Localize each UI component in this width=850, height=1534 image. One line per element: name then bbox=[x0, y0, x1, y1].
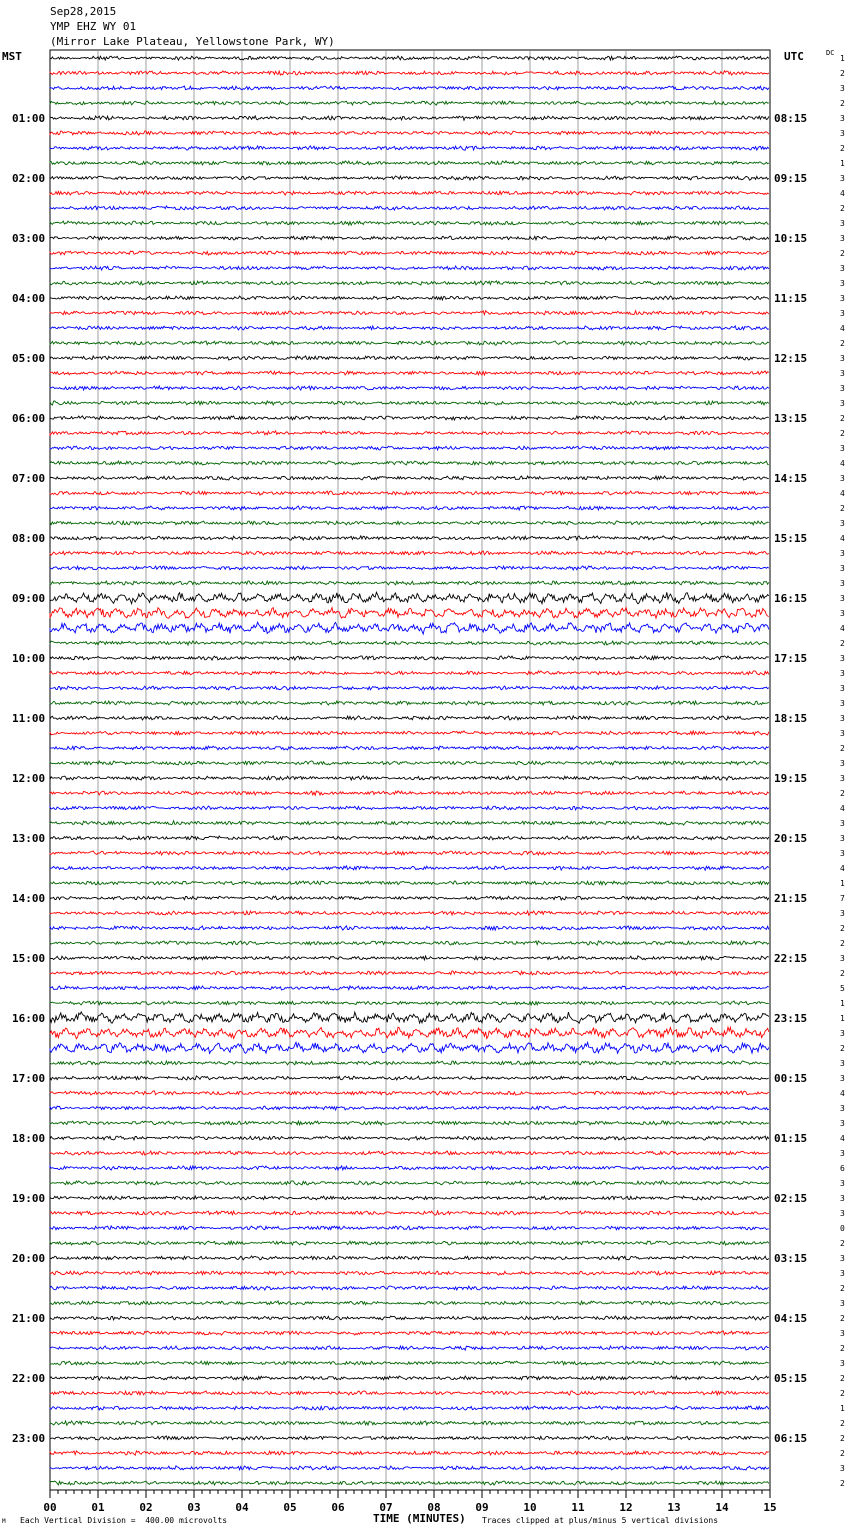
clip-count-label: 3 bbox=[840, 909, 845, 918]
station-location: (Mirror Lake Plateau, Yellowstone Park, WY) bbox=[50, 35, 335, 48]
hour-label-right: 13:15 bbox=[774, 412, 808, 425]
dc-label: DC bbox=[826, 49, 835, 57]
seismic-trace bbox=[50, 641, 769, 645]
seismic-trace bbox=[50, 971, 769, 975]
clip-count-label: 3 bbox=[840, 1209, 845, 1218]
clip-count-label: 2 bbox=[840, 1044, 845, 1053]
seismic-trace bbox=[50, 296, 769, 300]
seismic-trace bbox=[50, 1436, 769, 1440]
right-timezone-label: UTC bbox=[784, 50, 804, 63]
hour-label-left: 20:00 bbox=[12, 1252, 46, 1265]
clip-count-label: 2 bbox=[840, 1434, 845, 1443]
clip-count-label: 3 bbox=[840, 1194, 845, 1203]
clip-count-label: 3 bbox=[840, 1119, 845, 1128]
seismic-trace bbox=[50, 1091, 769, 1095]
seismic-trace bbox=[50, 206, 769, 210]
seismic-trace bbox=[50, 1271, 769, 1275]
clip-count-label: 1 bbox=[840, 1014, 845, 1023]
seismic-trace bbox=[50, 86, 769, 90]
clip-count-label: 2 bbox=[840, 204, 845, 213]
x-tick-label: 06 bbox=[331, 1501, 345, 1514]
x-tick-label: 03 bbox=[187, 1501, 201, 1514]
seismic-trace bbox=[50, 592, 769, 604]
hour-label-right: 05:15 bbox=[774, 1372, 808, 1385]
clip-count-label: 3 bbox=[840, 519, 845, 528]
clip-count-label: 3 bbox=[840, 549, 845, 558]
station-code: YMP EHZ WY 01 bbox=[50, 20, 137, 33]
seismic-trace bbox=[50, 176, 769, 180]
clip-count-label: 3 bbox=[840, 1299, 845, 1308]
clip-count-label: 3 bbox=[840, 219, 845, 228]
seismic-trace bbox=[50, 521, 769, 525]
x-tick-label: 12 bbox=[619, 1501, 633, 1514]
clip-count-label: 3 bbox=[840, 1059, 845, 1068]
hour-label-left: 11:00 bbox=[12, 712, 46, 725]
clip-count-label: 2 bbox=[840, 504, 845, 513]
seismic-trace bbox=[50, 431, 769, 435]
seismic-trace bbox=[50, 911, 769, 915]
clip-count-label: 3 bbox=[840, 1269, 845, 1278]
seismic-trace bbox=[50, 1346, 769, 1350]
seismic-trace bbox=[50, 146, 769, 150]
clip-count-label: 3 bbox=[840, 174, 845, 183]
clip-count-label: 3 bbox=[840, 1359, 845, 1368]
hour-label-right: 02:15 bbox=[774, 1192, 808, 1205]
hour-label-right: 09:15 bbox=[774, 172, 808, 185]
seismic-trace bbox=[50, 491, 769, 495]
seismic-trace bbox=[50, 1042, 769, 1053]
clip-count-label: 2 bbox=[840, 1479, 845, 1488]
clip-count-label: 3 bbox=[840, 264, 845, 273]
x-axis-title: TIME (MINUTES) bbox=[373, 1512, 466, 1525]
seismic-trace bbox=[50, 1226, 769, 1230]
seismic-trace bbox=[50, 191, 769, 195]
seismic-trace bbox=[50, 671, 769, 675]
left-timezone-label: MST bbox=[2, 50, 22, 63]
hour-label-right: 16:15 bbox=[774, 592, 808, 605]
clip-count-label: 1 bbox=[840, 54, 845, 63]
clip-count-label: 4 bbox=[840, 534, 845, 543]
clip-count-label: 3 bbox=[840, 1179, 845, 1188]
seismic-trace bbox=[50, 1196, 769, 1200]
seismic-trace bbox=[50, 1151, 769, 1155]
seismic-trace bbox=[50, 608, 769, 619]
clip-count-label: 3 bbox=[840, 699, 845, 708]
clip-count-label: 3 bbox=[840, 384, 845, 393]
seismic-trace bbox=[50, 716, 769, 720]
seismic-trace bbox=[50, 1316, 769, 1320]
clip-count-label: 2 bbox=[840, 744, 845, 753]
hour-label-left: 23:00 bbox=[12, 1432, 46, 1445]
seismic-trace bbox=[50, 506, 769, 510]
clip-count-label: 2 bbox=[840, 969, 845, 978]
clip-count-label: 3 bbox=[840, 114, 845, 123]
clip-count-label: 3 bbox=[840, 369, 845, 378]
seismic-trace bbox=[50, 236, 769, 240]
hour-label-left: 06:00 bbox=[12, 412, 46, 425]
seismic-trace bbox=[50, 1406, 769, 1410]
x-tick-label: 00 bbox=[43, 1501, 57, 1514]
seismic-trace bbox=[50, 1466, 769, 1470]
seismic-trace bbox=[50, 1331, 769, 1335]
hour-label-left: 07:00 bbox=[12, 472, 46, 485]
seismic-trace bbox=[50, 446, 769, 450]
clip-count-label: 1 bbox=[840, 999, 845, 1008]
hour-label-right: 04:15 bbox=[774, 1312, 808, 1325]
hour-label-left: 02:00 bbox=[12, 172, 46, 185]
clip-count-label: 3 bbox=[840, 1254, 845, 1263]
seismic-trace bbox=[50, 956, 769, 960]
hour-label-right: 18:15 bbox=[774, 712, 808, 725]
x-tick-label: 04 bbox=[235, 1501, 249, 1514]
hour-label-right: 10:15 bbox=[774, 232, 808, 245]
seismic-trace bbox=[50, 686, 769, 690]
hour-label-left: 12:00 bbox=[12, 772, 46, 785]
seismic-trace bbox=[50, 386, 769, 390]
seismic-trace bbox=[50, 476, 769, 480]
seismic-trace bbox=[50, 71, 769, 75]
clip-count-label: 2 bbox=[840, 939, 845, 948]
scale-note: Each Vertical Division = 400.00 microvolts bbox=[20, 1516, 228, 1525]
x-tick-label: 05 bbox=[283, 1501, 297, 1514]
clip-count-label: 3 bbox=[840, 579, 845, 588]
clip-count-label: 3 bbox=[840, 1029, 845, 1038]
seismic-trace bbox=[50, 356, 769, 360]
hour-label-right: 22:15 bbox=[774, 952, 808, 965]
seismic-trace bbox=[50, 1001, 769, 1005]
hour-label-left: 03:00 bbox=[12, 232, 46, 245]
seismic-trace bbox=[50, 881, 769, 885]
seismic-trace bbox=[50, 836, 769, 840]
clip-count-label: 1 bbox=[840, 1404, 845, 1413]
seismic-trace bbox=[50, 1121, 769, 1125]
seismic-trace bbox=[50, 371, 769, 375]
clip-count-label: 2 bbox=[840, 429, 845, 438]
seismic-trace bbox=[50, 266, 769, 270]
hour-label-left: 18:00 bbox=[12, 1132, 46, 1145]
hour-label-right: 06:15 bbox=[774, 1432, 808, 1445]
x-tick-label: 14 bbox=[715, 1501, 729, 1514]
clip-count-label: 3 bbox=[840, 1329, 845, 1338]
seismic-trace bbox=[50, 701, 769, 705]
seismic-trace bbox=[50, 1136, 769, 1140]
seismic-trace bbox=[50, 1166, 769, 1170]
seismic-trace bbox=[50, 131, 769, 135]
clip-count-label: 3 bbox=[840, 849, 845, 858]
seismic-trace bbox=[50, 1106, 769, 1110]
clip-count-label: 2 bbox=[840, 144, 845, 153]
seismic-trace bbox=[50, 1241, 769, 1245]
hour-label-left: 22:00 bbox=[12, 1372, 46, 1385]
chart-date: Sep28,2015 bbox=[50, 5, 117, 18]
seismic-trace bbox=[50, 1481, 769, 1485]
clip-count-label: 2 bbox=[840, 1449, 845, 1458]
clip-count-label: 2 bbox=[840, 1314, 845, 1323]
seismic-trace bbox=[50, 926, 769, 930]
clip-count-label: 2 bbox=[840, 249, 845, 258]
clip-count-label: 3 bbox=[840, 1149, 845, 1158]
clip-count-label: 2 bbox=[840, 924, 845, 933]
seismic-trace bbox=[50, 1181, 769, 1185]
clip-count-label: 2 bbox=[840, 99, 845, 108]
clip-count-label: 2 bbox=[840, 339, 845, 348]
hour-label-left: 21:00 bbox=[12, 1312, 46, 1325]
x-tick-label: 15 bbox=[763, 1501, 777, 1514]
x-tick-label: 13 bbox=[667, 1501, 681, 1514]
x-tick-label: 01 bbox=[91, 1501, 105, 1514]
seismic-trace bbox=[50, 101, 769, 105]
seismic-trace bbox=[50, 1256, 769, 1260]
seismic-trace bbox=[50, 1361, 769, 1365]
hour-label-left: 09:00 bbox=[12, 592, 46, 605]
seismic-trace bbox=[50, 326, 769, 330]
seismic-trace bbox=[50, 791, 769, 795]
seismic-trace bbox=[50, 1027, 769, 1039]
seismic-trace bbox=[50, 1391, 769, 1395]
clip-count-label: 2 bbox=[840, 1239, 845, 1248]
clip-count-label: 6 bbox=[840, 1164, 845, 1173]
clip-count-label: 1 bbox=[840, 159, 845, 168]
clip-count-label: 3 bbox=[840, 954, 845, 963]
seismic-trace bbox=[50, 1061, 769, 1065]
clip-count-label: 3 bbox=[840, 654, 845, 663]
x-tick-label: 08 bbox=[427, 1501, 441, 1514]
clip-count-label: 3 bbox=[840, 84, 845, 93]
seismic-trace bbox=[50, 731, 769, 735]
clip-note: Traces clipped at plus/minus 5 vertical divisions bbox=[482, 1516, 719, 1525]
hour-label-right: 15:15 bbox=[774, 532, 808, 545]
hour-label-left: 08:00 bbox=[12, 532, 46, 545]
seismic-trace bbox=[50, 281, 769, 285]
clip-count-label: 3 bbox=[840, 669, 845, 678]
clip-count-label: 2 bbox=[840, 414, 845, 423]
seismic-trace bbox=[50, 986, 769, 990]
clip-count-label: 3 bbox=[840, 474, 845, 483]
seismic-trace bbox=[50, 221, 769, 225]
hour-label-right: 08:15 bbox=[774, 112, 808, 125]
clip-count-label: 2 bbox=[840, 1344, 845, 1353]
clip-count-label: 4 bbox=[840, 804, 845, 813]
seismic-trace bbox=[50, 416, 769, 420]
seismic-trace bbox=[50, 761, 769, 765]
seismic-trace bbox=[50, 622, 769, 634]
clip-count-label: 3 bbox=[840, 714, 845, 723]
hour-label-right: 00:15 bbox=[774, 1072, 808, 1085]
clip-count-label: 3 bbox=[840, 774, 845, 783]
clip-count-label: 3 bbox=[840, 759, 845, 768]
clip-count-label: 3 bbox=[840, 834, 845, 843]
seismic-trace bbox=[50, 56, 769, 60]
hour-label-left: 10:00 bbox=[12, 652, 46, 665]
seismic-trace bbox=[50, 311, 769, 315]
clip-count-label: 2 bbox=[840, 789, 845, 798]
clip-count-label: 4 bbox=[840, 489, 845, 498]
x-tick-label: 09 bbox=[475, 1501, 489, 1514]
seismic-trace bbox=[50, 341, 769, 345]
hour-label-left: 17:00 bbox=[12, 1072, 46, 1085]
seismic-trace bbox=[50, 941, 769, 945]
clip-count-label: 2 bbox=[840, 1389, 845, 1398]
clip-count-label: 7 bbox=[840, 894, 845, 903]
seismic-trace bbox=[50, 566, 769, 570]
hour-label-right: 17:15 bbox=[774, 652, 808, 665]
clip-count-label: 3 bbox=[840, 1464, 845, 1473]
seismic-trace bbox=[50, 1421, 769, 1425]
clip-count-label: 3 bbox=[840, 399, 845, 408]
clip-count-label: 4 bbox=[840, 1134, 845, 1143]
hour-label-left: 19:00 bbox=[12, 1192, 46, 1205]
hour-label-right: 23:15 bbox=[774, 1012, 808, 1025]
clip-count-label: 3 bbox=[840, 1074, 845, 1083]
clip-count-label: 3 bbox=[840, 444, 845, 453]
clip-count-label: 5 bbox=[840, 984, 845, 993]
hour-label-left: 05:00 bbox=[12, 352, 46, 365]
seismic-trace bbox=[50, 1211, 769, 1215]
clip-count-label: 3 bbox=[840, 294, 845, 303]
clip-count-label: 3 bbox=[840, 684, 845, 693]
clip-count-label: 3 bbox=[840, 279, 845, 288]
hour-label-left: 15:00 bbox=[12, 952, 46, 965]
hour-label-right: 03:15 bbox=[774, 1252, 808, 1265]
seismic-trace bbox=[50, 896, 769, 900]
seismic-trace bbox=[50, 401, 769, 405]
clip-count-label: 3 bbox=[840, 564, 845, 573]
clip-count-label: 3 bbox=[840, 309, 845, 318]
clip-count-label: 3 bbox=[840, 594, 845, 603]
seismic-trace bbox=[50, 806, 769, 810]
seismic-trace bbox=[50, 821, 769, 825]
x-tick-label: 07 bbox=[379, 1501, 393, 1514]
clip-count-label: 3 bbox=[840, 609, 845, 618]
clip-count-label: 1 bbox=[840, 879, 845, 888]
seismic-trace bbox=[50, 1451, 769, 1455]
clip-count-label: 2 bbox=[840, 1374, 845, 1383]
seismic-trace bbox=[50, 1076, 769, 1080]
corner-mark: M bbox=[2, 1518, 6, 1525]
hour-label-right: 14:15 bbox=[774, 472, 808, 485]
hour-label-right: 20:15 bbox=[774, 832, 808, 845]
seismic-trace bbox=[50, 161, 769, 165]
hour-label-right: 21:15 bbox=[774, 892, 808, 905]
clip-count-label: 3 bbox=[840, 129, 845, 138]
seismic-trace bbox=[50, 866, 769, 870]
clip-count-label: 4 bbox=[840, 324, 845, 333]
seismic-trace bbox=[50, 746, 769, 750]
x-tick-label: 11 bbox=[571, 1501, 585, 1514]
hour-label-right: 19:15 bbox=[774, 772, 808, 785]
seismic-trace bbox=[50, 851, 769, 855]
hour-label-right: 11:15 bbox=[774, 292, 808, 305]
seismic-trace bbox=[50, 1286, 769, 1290]
x-tick-label: 10 bbox=[523, 1501, 537, 1514]
clip-count-label: 3 bbox=[840, 729, 845, 738]
seismic-trace bbox=[50, 776, 769, 780]
seismic-trace bbox=[50, 116, 769, 120]
hour-label-left: 16:00 bbox=[12, 1012, 46, 1025]
hour-label-left: 01:00 bbox=[12, 112, 46, 125]
clip-count-label: 4 bbox=[840, 189, 845, 198]
clip-count-label: 3 bbox=[840, 234, 845, 243]
hour-label-left: 14:00 bbox=[12, 892, 46, 905]
clip-count-label: 3 bbox=[840, 819, 845, 828]
clip-count-label: 2 bbox=[840, 1284, 845, 1293]
clip-count-label: 2 bbox=[840, 1419, 845, 1428]
seismic-trace bbox=[50, 536, 769, 540]
hour-label-left: 13:00 bbox=[12, 832, 46, 845]
clip-count-label: 2 bbox=[840, 639, 845, 648]
clip-count-label: 4 bbox=[840, 864, 845, 873]
clip-count-label: 0 bbox=[840, 1224, 845, 1233]
clip-count-label: 4 bbox=[840, 624, 845, 633]
seismic-trace bbox=[50, 551, 769, 555]
clip-count-label: 3 bbox=[840, 1104, 845, 1113]
seismic-trace bbox=[50, 461, 769, 465]
hour-label-right: 12:15 bbox=[774, 352, 808, 365]
seismic-trace bbox=[50, 1301, 769, 1305]
x-tick-label: 02 bbox=[139, 1501, 153, 1514]
hour-label-right: 01:15 bbox=[774, 1132, 808, 1145]
seismic-trace bbox=[50, 1376, 769, 1380]
seismic-trace bbox=[50, 656, 769, 660]
clip-count-label: 2 bbox=[840, 69, 845, 78]
seismic-trace bbox=[50, 251, 769, 255]
clip-count-label: 4 bbox=[840, 459, 845, 468]
seismic-trace bbox=[50, 1012, 769, 1023]
clip-count-label: 3 bbox=[840, 354, 845, 363]
hour-label-left: 04:00 bbox=[12, 292, 46, 305]
seismic-trace bbox=[50, 581, 769, 585]
clip-count-label: 4 bbox=[840, 1089, 845, 1098]
